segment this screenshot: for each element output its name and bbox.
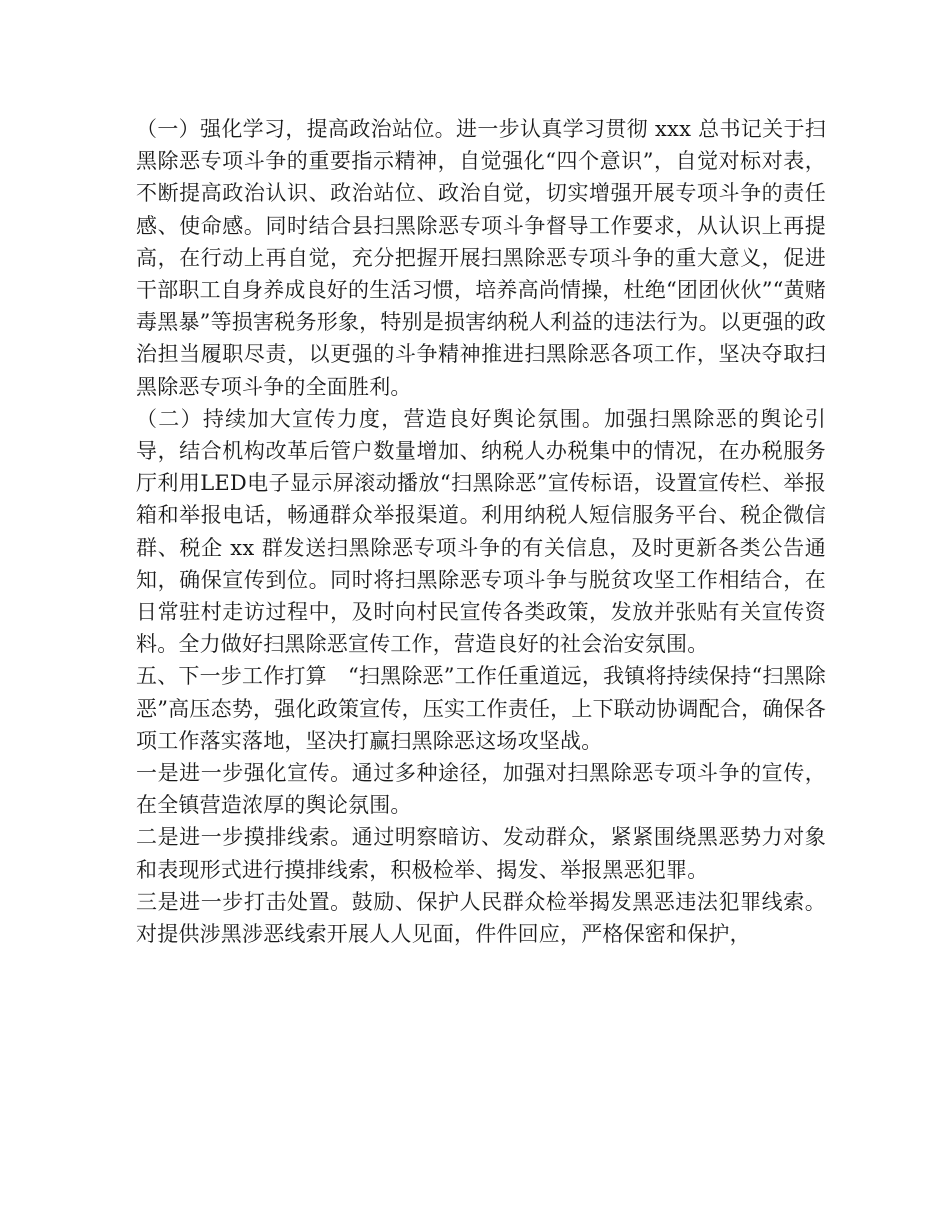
paragraph-point-three: 三是进一步打击处置。鼓励、保护人民群众检举揭发黑恶违法犯罪线索。对提供涉黑涉恶线索开展人人见面，件件回应，严格保密和保护，	[136, 889, 826, 947]
paragraph-next-steps: 五、下一步工作打算 “扫黑除恶”工作任重道远，我镇将持续保持“扫黑除恶”高压态势，强化政策宣传，压实工作责任，上下联动协调配合，确保各项工作落实落地，坚决打赢扫黑除恶这场攻坚战。	[136, 664, 827, 753]
paragraph-strengthen-study: （一）强化学习，提高政治站位。进一步认真学习贯彻 xxx 总书记关于扫黑除恶专项斗争的重要指示精神，自觉强化“四个意识”，自觉对标对表，不断提高政治认识、政治站位、政治自觉，切实增强开展专项斗争的责任感、使命感。同时结合县扫黑除恶专项斗争督导工作要求，从认识上再提高，在行动上再自觉，充分把握开展扫黑除恶专项斗争的重大意义，促进干部职工自身养成良好的生活习惯，培养高尚情操，杜绝“团团伙伙”“黄赌毒黑暴”等损害税务形象，特别是损害纳税人利益的违法行为。以更强的政治担当履职尽责，以更强的斗争精神推进扫黑除恶各项工作，坚决夺取扫黑除恶专项斗争的全面胜利。	[136, 117, 827, 399]
paragraph-point-one: 一是进一步强化宣传。通过多种途径，加强对扫黑除恶专项斗争的宣传，在全镇营造浓厚的舆论氛围。	[136, 761, 826, 818]
document-body	[136, 113, 826, 950]
paragraph-point-two: 二是进一步摸排线索。通过明察暗访、发动群众，紧紧围绕黑恶势力对象和表现形式进行摸排线索，积极检举、揭发、举报黑恶犯罪。	[136, 825, 826, 882]
paragraph-publicity: （二）持续加大宣传力度，营造良好舆论氛围。加强扫黑除恶的舆论引导，结合机构改革后管户数量增加、纳税人办税集中的情况，在办税服务厅利用LED电子显示屏滚动播放“扫黑除恶”宣传标语，设置宣传栏、举报箱和举报电话，畅通群众举报渠道。利用纳税人短信服务平台、税企微信群、税企 xx 群发送扫黑除恶专项斗争的有关信息，及时更新各类公告通知，确保宣传到位。同时将扫黑除恶专项斗争与脱贫攻坚工作相结合，在日常驻村走访过程中，及时向村民宣传各类政策，发放并张贴有关宣传资料。全力做好扫黑除恶宣传工作，营造良好的社会治安氛围。	[136, 406, 826, 657]
